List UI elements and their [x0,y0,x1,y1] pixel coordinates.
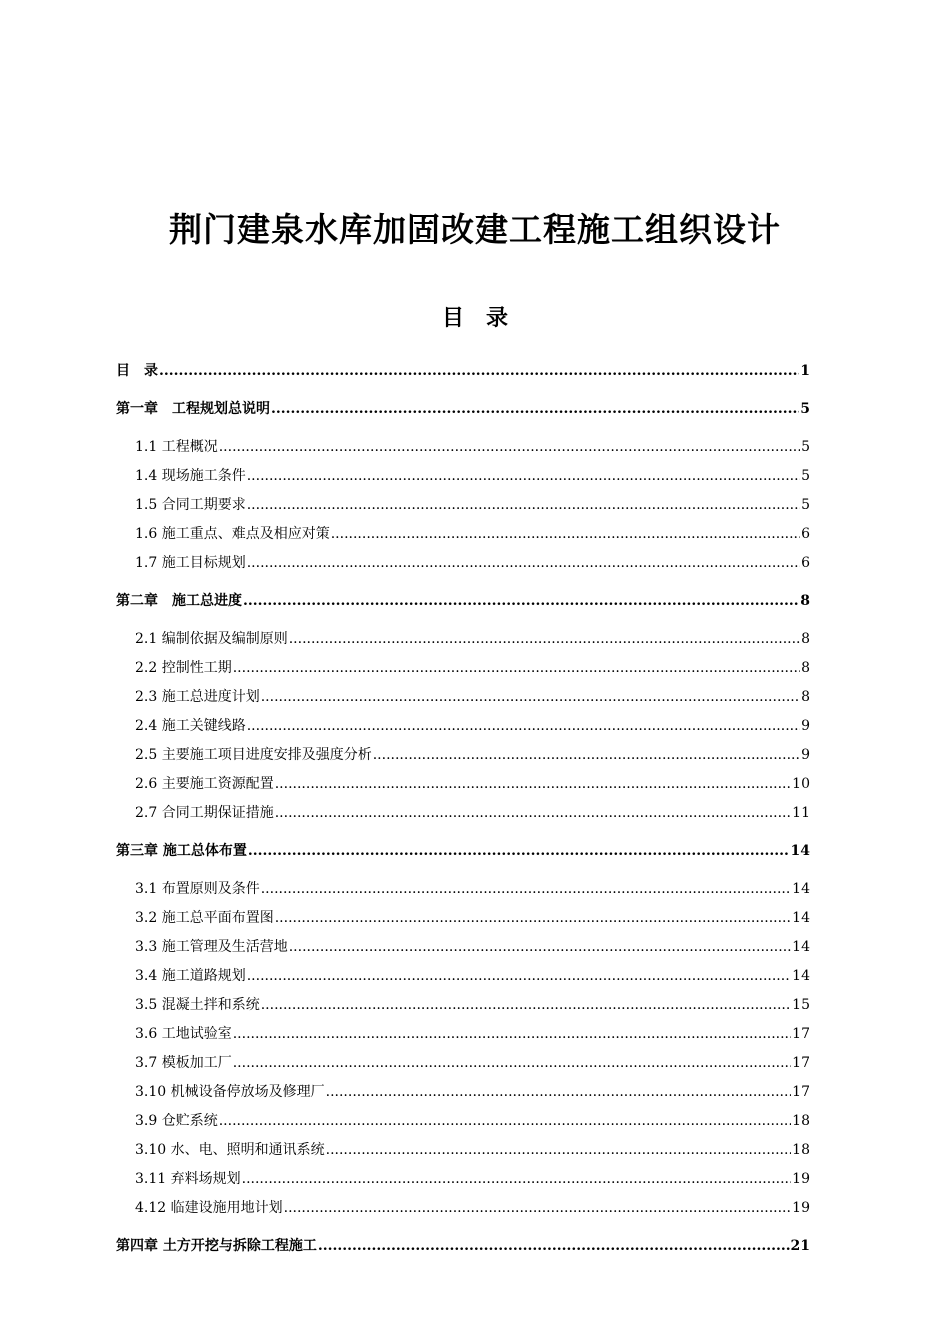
toc-chapter-entry[interactable] [116,361,810,381]
toc-entry-label: 2.5 主要施工项目进度安排及强度分析 [135,747,372,763]
dot-leader [275,774,791,794]
toc-entry-label: 1.1 工程概况 [135,439,218,455]
dot-leader [271,399,799,419]
toc-section-entry[interactable] [116,716,810,736]
toc-entry-label: 1.7 施工目标规划 [135,555,246,571]
dot-leader [219,1111,791,1131]
toc-entry-page-number: 9 [801,718,810,734]
toc-entry-page-number: 14 [790,843,810,859]
toc-entry-label: 目 录 [116,363,158,379]
toc-section-entry[interactable] [116,745,810,765]
toc-entry-label: 2.6 主要施工资源配置 [135,776,274,792]
toc-entry-page-number: 17 [792,1026,810,1042]
dot-leader [284,1198,792,1218]
toc-entry-page-number: 18 [792,1113,810,1129]
toc-entry-label: 2.7 合同工期保证措施 [135,805,274,821]
dot-leader [318,1236,790,1256]
toc-chapter-entry[interactable] [116,841,810,861]
dot-leader [247,716,800,736]
toc-chapter-entry[interactable] [116,1236,810,1256]
toc-section-entry[interactable] [116,495,810,515]
toc-entry-page-number: 14 [792,968,810,984]
toc-heading: 目 录 [441,305,508,331]
dot-leader [275,803,791,823]
toc-entry-label: 3.2 施工总平面布置图 [135,910,274,926]
dot-leader [275,908,791,928]
dot-leader [373,745,800,765]
toc-entry-page-number: 14 [792,939,810,955]
toc-entry-label: 3.1 布置原则及条件 [135,881,260,897]
toc-entry-page-number: 9 [801,747,810,763]
toc-entry-page-number: 8 [801,689,810,705]
toc-entry-page-number: 6 [801,526,810,542]
dot-leader [289,629,800,649]
toc-entry-label: 2.3 施工总进度计划 [135,689,260,705]
dot-leader [326,1140,792,1160]
toc-section-entry[interactable] [116,1198,810,1218]
toc-entry-label: 3.5 混凝土拌和系统 [135,997,260,1013]
toc-entry-page-number: 5 [800,401,810,417]
toc-entry-page-number: 5 [801,497,810,513]
toc-entry-label: 3.10 水、电、照明和通讯系统 [135,1142,325,1158]
toc-entry-label: 第四章 土方开挖与拆除工程施工 [116,1238,317,1254]
toc-section-entry[interactable] [116,803,810,823]
toc-entry-page-number: 18 [792,1142,810,1158]
toc-section-entry[interactable] [116,553,810,573]
dot-leader [159,361,799,381]
toc-entry-label: 1.5 合同工期要求 [135,497,246,513]
dot-leader [331,524,800,544]
toc-entry-label: 3.3 施工管理及生活营地 [135,939,288,955]
dot-leader [233,1024,791,1044]
dot-leader [261,995,791,1015]
toc-section-entry[interactable] [116,524,810,544]
toc-entry-page-number: 14 [792,910,810,926]
dot-leader [243,591,799,611]
toc-section-entry[interactable] [116,1082,810,1102]
toc-section-entry[interactable] [116,1053,810,1073]
toc-entry-page-number: 6 [801,555,810,571]
toc-entry-page-number: 14 [792,881,810,897]
dot-leader [247,553,800,573]
dot-leader [233,1053,791,1073]
toc-section-entry[interactable] [116,879,810,899]
toc-section-entry[interactable] [116,908,810,928]
toc-entry-label: 3.9 仓贮系统 [135,1113,218,1129]
dot-leader [247,495,800,515]
toc-entry-label: 第二章 施工总进度 [116,593,242,609]
toc-entry-page-number: 5 [801,468,810,484]
dot-leader [219,437,800,457]
toc-entry-label: 3.7 模板加工厂 [135,1055,232,1071]
toc-entry-label: 3.10 机械设备停放场及修理厂 [135,1084,325,1100]
toc-section-entry[interactable] [116,937,810,957]
toc-entry-page-number: 19 [792,1171,810,1187]
toc-entry-label: 4.12 临建设施用地计划 [135,1200,283,1216]
toc-section-entry[interactable] [116,1169,810,1189]
document-title: 荆门建泉水库加固改建工程施工组织设计 [169,210,781,249]
dot-leader [326,1082,792,1102]
toc-section-entry[interactable] [116,774,810,794]
dot-leader [242,1169,792,1189]
toc-entry-label: 1.6 施工重点、难点及相应对策 [135,526,330,542]
toc-entry-label: 1.4 现场施工条件 [135,468,246,484]
toc-entry-label: 2.2 控制性工期 [135,660,232,676]
dot-leader [233,658,800,678]
toc-entry-page-number: 21 [790,1238,810,1254]
toc-entry-label: 3.4 施工道路规划 [135,968,246,984]
toc-entry-label: 3.11 弃料场规划 [135,1171,241,1187]
toc-entry-page-number: 8 [801,631,810,647]
dot-leader [248,841,790,861]
toc-section-entry[interactable] [116,437,810,457]
toc-entry-page-number: 5 [801,439,810,455]
toc-entry-label: 2.1 编制依据及编制原则 [135,631,288,647]
toc-entry-page-number: 1 [800,363,810,379]
toc-chapter-entry[interactable] [116,399,810,419]
toc-entry-label: 2.4 施工关键线路 [135,718,246,734]
dot-leader [247,466,800,486]
dot-leader [261,879,791,899]
toc-section-entry[interactable] [116,1140,810,1160]
toc-section-entry[interactable] [116,1024,810,1044]
toc-entry-page-number: 15 [792,997,810,1013]
toc-section-entry[interactable] [116,687,810,707]
toc-entry-page-number: 17 [792,1084,810,1100]
toc-chapter-entry[interactable] [116,591,810,611]
toc-entry-page-number: 8 [800,593,810,609]
toc-section-entry[interactable] [116,466,810,486]
toc-entry-page-number: 19 [792,1200,810,1216]
toc-entry-label: 第一章 工程规划总说明 [116,401,270,417]
toc-entry-page-number: 8 [801,660,810,676]
toc-section-entry[interactable] [116,629,810,649]
toc-section-entry[interactable] [116,658,810,678]
toc-section-entry[interactable] [116,1111,810,1131]
dot-leader [247,966,791,986]
toc-section-entry[interactable] [116,966,810,986]
dot-leader [289,937,791,957]
toc-entry-page-number: 17 [792,1055,810,1071]
toc-entry-label: 第三章 施工总体布置 [116,843,247,859]
toc-section-entry[interactable] [116,995,810,1015]
toc-entry-label: 3.6 工地试验室 [135,1026,232,1042]
dot-leader [261,687,800,707]
toc-entry-page-number: 10 [792,776,810,792]
toc-entry-page-number: 11 [792,805,810,821]
